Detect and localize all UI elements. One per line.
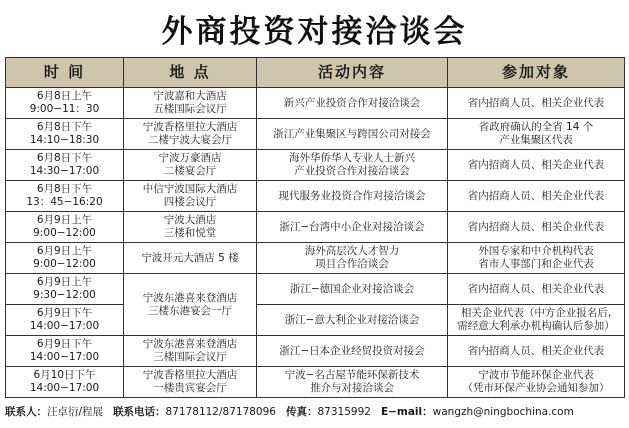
content-line: 推介与对接洽谈会	[310, 382, 394, 394]
participants-cell	[448, 305, 625, 336]
place-line: 宁波东港喜来登酒店	[142, 291, 238, 304]
place-cell	[124, 336, 257, 367]
participants-line: （凭市环保产业协会通知参加）	[462, 382, 610, 394]
content-cell	[257, 88, 448, 119]
time-cell	[6, 88, 124, 119]
content-line: 浙江−台湾中小企业对接洽谈会	[279, 220, 425, 233]
schedule-table	[5, 57, 625, 398]
header-participants: 参加对象	[448, 58, 625, 88]
time-cell	[6, 119, 124, 150]
participants-line: 省内招商人员、相关企业代表	[467, 220, 605, 233]
time-range: 9:00−12:00	[33, 227, 96, 239]
place-line: 宁波香格里拉大酒店	[142, 121, 238, 133]
time-cell	[6, 181, 124, 212]
content-line: 浙江−德国企业对接洽谈会	[289, 282, 415, 295]
content-line: 海外华侨华人专业人士新兴	[289, 152, 415, 164]
phone-label: 联系电话：	[113, 406, 166, 418]
content-cell	[257, 243, 448, 274]
table-row	[6, 88, 625, 119]
time-range: 13：45−16:20	[26, 196, 103, 208]
place-line: 三楼和悦堂	[163, 227, 217, 239]
header-time: 时 间	[6, 58, 124, 88]
time-date: 6月8日上午	[36, 90, 93, 102]
content-line: 新兴产业投资合作对接洽谈会	[283, 96, 421, 109]
time-range: 14:30−17:00	[29, 165, 100, 177]
content-line: 产业投资合作对接洽谈会	[294, 165, 410, 177]
participants-line: 外国专家和中介机构代表	[478, 245, 594, 257]
time-range: 14:10−18:30	[29, 134, 100, 146]
participants-line: 省内招商人员、相关企业代表	[467, 282, 605, 295]
table-row	[6, 150, 625, 181]
time-date: 6月10日下午	[33, 369, 96, 381]
participants-line: 省内招商人员、相关企业代表	[467, 189, 605, 202]
participants-line: 宁波市节能环保企业代表	[478, 369, 594, 381]
content-cell	[257, 212, 448, 243]
time-range: 14:00−17:00	[29, 351, 100, 363]
time-cell	[6, 274, 124, 305]
place-cell	[124, 88, 257, 119]
time-range: 9:00−12:00	[33, 258, 96, 270]
place-line: 宁波香格里拉大酒店	[142, 369, 238, 381]
participants-line: 省内招商人员、相关企业代表	[467, 96, 605, 109]
content-cell	[257, 150, 448, 181]
place-line: 三楼国际会议厅	[153, 351, 227, 363]
page-title: 外商投资对接洽谈会	[161, 14, 468, 50]
place-line: 宁波东港喜来登酒店	[142, 338, 238, 350]
fax-value: 87315992	[317, 406, 371, 418]
place-cell	[124, 150, 257, 181]
content-cell	[257, 274, 448, 305]
participants-cell	[448, 274, 625, 305]
schedule-body	[6, 88, 625, 398]
email-label: E−mail：	[380, 406, 433, 418]
time-cell	[6, 243, 124, 274]
participants-line: 省内招商人员、相关企业代表	[467, 158, 605, 171]
participants-cell	[448, 181, 625, 212]
time-date: 6月9日下午	[36, 307, 93, 319]
content-line: 海外高层次人才智力	[304, 245, 400, 257]
place-line: 四楼会议厅	[163, 196, 217, 208]
time-date: 6月9日上午	[36, 214, 93, 226]
phone-value: 87178112/87178096	[165, 406, 276, 418]
contact-label: 联系人：	[5, 406, 47, 418]
time-cell	[6, 336, 124, 367]
time-date: 6月8日下午	[36, 152, 93, 164]
contact-value: 汪卓衍/程展	[47, 406, 104, 418]
participants-cell	[448, 336, 625, 367]
place-line: 宁波大酒店	[163, 214, 217, 226]
time-date: 6月9日上午	[36, 245, 93, 257]
table-row	[6, 274, 625, 305]
table-row	[6, 212, 625, 243]
participants-line: 需经意大利承办机构确认后参加）	[457, 320, 615, 332]
header-content: 活动内容	[257, 58, 448, 88]
email-value: wangzh@ningbochina.com	[432, 406, 574, 418]
place-line: 宁波开元大酒店 5 楼	[141, 251, 239, 264]
time-date: 6月9日下午	[36, 338, 93, 350]
place-line: 一楼贵宾宴会厅	[153, 382, 227, 394]
place-cell	[124, 243, 257, 274]
participants-line: 省内招商人员、相关企业代表	[467, 344, 605, 357]
contact-footer	[5, 404, 624, 422]
place-cell	[124, 181, 257, 212]
table-row	[6, 181, 625, 212]
time-range: 14:00−17:00	[29, 382, 100, 394]
content-line: 浙江−日本企业经贸投资对接会	[279, 344, 425, 357]
content-cell	[257, 119, 448, 150]
place-line: 宁波嘉和大酒店	[153, 90, 227, 102]
place-cell	[124, 274, 257, 336]
content-cell	[257, 336, 448, 367]
participants-cell	[448, 212, 625, 243]
place-line: 二楼宴会厅	[163, 165, 217, 177]
time-range: 14:00−17:00	[29, 320, 100, 332]
time-cell	[6, 367, 124, 398]
content-line: 宁波−名古屋节能环保新技术	[284, 369, 420, 381]
table-header-row	[6, 58, 625, 88]
time-cell	[6, 212, 124, 243]
content-line: 项目合作洽谈会	[315, 258, 389, 270]
participants-line: 省政府确认的全省 14 个	[478, 121, 594, 133]
time-cell	[6, 305, 124, 336]
place-cell	[124, 367, 257, 398]
participants-cell	[448, 243, 625, 274]
place-line: 宁波万豪酒店	[158, 152, 222, 164]
fax-label: 传真：	[285, 406, 318, 418]
content-line: 现代服务业投资合作对接洽谈会	[278, 189, 426, 202]
table-row	[6, 305, 625, 336]
time-date: 6月8日下午	[36, 121, 93, 133]
place-line: 二楼宁波大宴会厅	[148, 134, 232, 146]
participants-line: 相关企业代表（中方企业报名后,	[460, 307, 612, 319]
time-range: 9:30−12:00	[33, 289, 96, 301]
participants-cell	[448, 367, 625, 398]
content-line: 浙江产业集聚区与跨国公司对接会	[273, 127, 431, 140]
content-cell	[257, 305, 448, 336]
table-row	[6, 336, 625, 367]
place-line: 五楼国际会议厅	[153, 103, 227, 115]
header-place: 地 点	[124, 58, 257, 88]
table-row	[6, 367, 625, 398]
content-cell	[257, 367, 448, 398]
participants-cell	[448, 88, 625, 119]
participants-cell	[448, 119, 625, 150]
time-range: 9:00−11：30	[29, 103, 100, 115]
place-line: 三楼东港宴会一厅	[148, 304, 232, 317]
place-cell	[124, 212, 257, 243]
table-row	[6, 243, 625, 274]
participants-line: 产业集聚区代表	[499, 134, 573, 146]
place-line: 中信宁波国际大酒店	[142, 183, 238, 195]
table-row	[6, 119, 625, 150]
time-date: 6月8日下午	[36, 183, 93, 195]
place-cell	[124, 119, 257, 150]
participants-cell	[448, 150, 625, 181]
participants-line: 省市人事部门和企业代表	[478, 258, 594, 270]
content-cell	[257, 181, 448, 212]
time-date: 6月9日上午	[36, 276, 93, 288]
content-line: 浙江−意大利企业对接洽谈会	[284, 313, 420, 326]
time-cell	[6, 150, 124, 181]
